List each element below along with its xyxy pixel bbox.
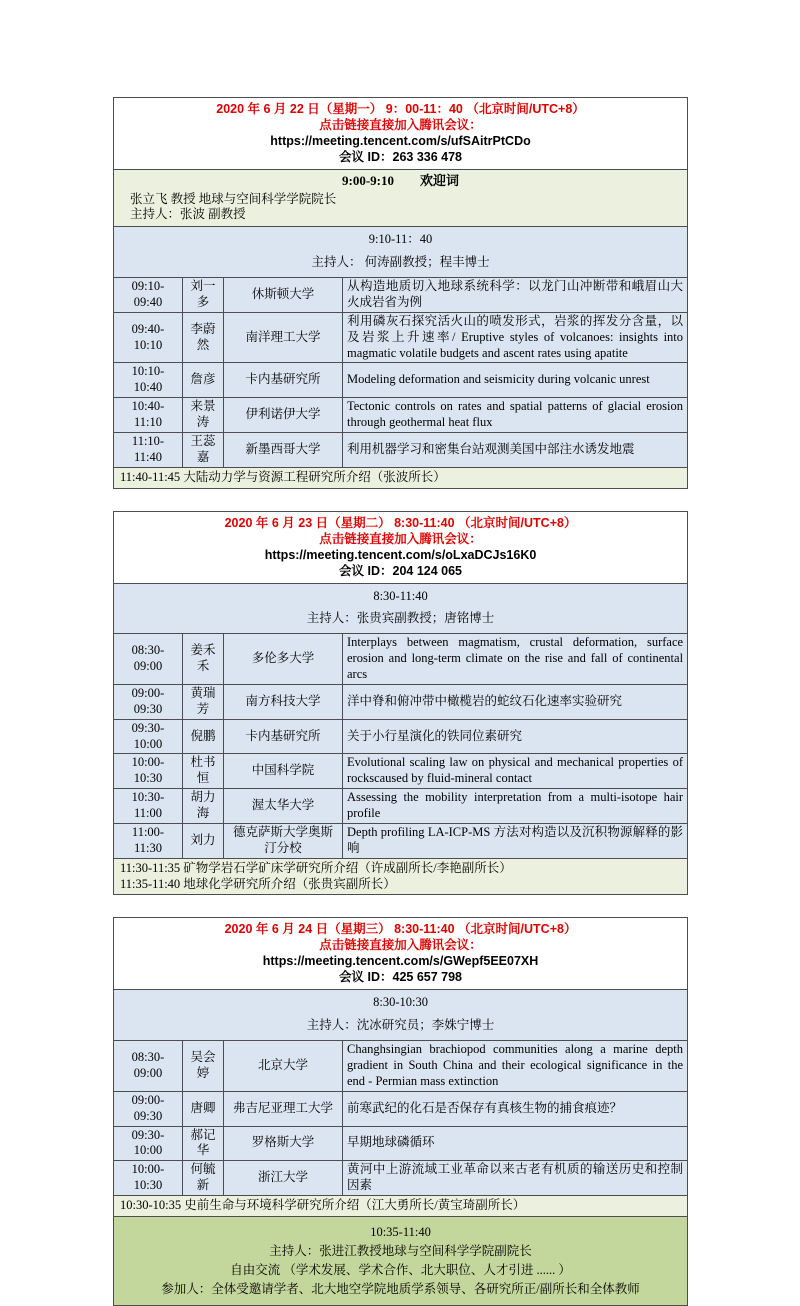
day1-welcome-time: 9:00-9:10 <box>342 173 394 188</box>
talk-time: 09:00-09:30 <box>114 684 183 719</box>
day3-institute-intro: 10:30-10:35 史前生命与环境科学研究所介绍（江大勇所长/黄宝琦副所长） <box>114 1196 688 1217</box>
talk-affiliation: 伊利诺伊大学 <box>224 398 343 433</box>
talk-title: Depth profiling LA-ICP-MS 方法对构造以及沉积物源解释的影响 <box>343 823 688 858</box>
talk-time: 09:40-10:10 <box>114 312 183 363</box>
talk-affiliation: 南洋理工大学 <box>224 312 343 363</box>
day2-footer-row <box>114 858 688 895</box>
table-row <box>114 1161 688 1196</box>
talk-affiliation: 弗吉尼亚理工大学 <box>224 1091 343 1126</box>
day1-institute-intro: 11:40-11:45 大陆动力学与资源工程研究所介绍（张波所长） <box>114 467 688 488</box>
talk-title: Tectonic controls on rates and spatial patterns of glacial erosion through geothermal heat flux <box>343 398 688 433</box>
talk-affiliation: 卡内基研究所 <box>224 719 343 754</box>
talk-affiliation: 浙江大学 <box>224 1161 343 1196</box>
schedule-table-day2 <box>113 511 688 896</box>
day2-header-row <box>114 511 688 583</box>
talk-affiliation: 德克萨斯大学奥斯汀分校 <box>224 823 343 858</box>
talk-speaker: 詹彦 <box>183 363 224 398</box>
talk-title: 关于小行星演化的铁同位素研究 <box>343 719 688 754</box>
talk-title: 利用磷灰石探究活火山的喷发形式，岩浆的挥发分含量，以及岩浆上升速率/ Eruptive styles of volcanoes: insights into magmatic volatile budgets and ascent rates using apatite <box>343 312 688 363</box>
day1-meeting-link[interactable]: https://meeting.tencent.com/s/ufSAitrPtCDo <box>270 134 531 148</box>
talk-speaker: 黄瑞芳 <box>183 684 224 719</box>
talk-time: 10:10-10:40 <box>114 363 183 398</box>
talk-time: 10:40-11:10 <box>114 398 183 433</box>
talk-speaker: 杜书恒 <box>183 754 224 789</box>
talk-title: 洋中脊和俯冲带中橄榄岩的蛇纹石化速率实验研究 <box>343 684 688 719</box>
closing-host: 主持人：张进江教授地球与空间科学学院副院长 <box>269 1243 532 1258</box>
day2-session-host: 主持人：张贵宾副教授；唐铭博士 <box>306 611 495 626</box>
talk-time: 10:00-10:30 <box>114 1161 183 1196</box>
closing-participants: 参加人：全体受邀请学者、北大地空学院地质学系领导、各研究所正/副所长和全体教师 <box>161 1281 640 1296</box>
talk-time: 09:00-09:30 <box>114 1091 183 1126</box>
day1-meeting-id: 会议 ID：263 336 478 <box>339 150 463 164</box>
talk-affiliation: 渥太华大学 <box>224 789 343 824</box>
day1-header-row <box>114 98 688 170</box>
table-row <box>114 754 688 789</box>
table-row <box>114 1041 688 1092</box>
day2-session-row <box>114 583 688 634</box>
day1-session-cell <box>114 227 688 278</box>
day2-join-line: 点击链接直接加入腾讯会议： <box>319 531 482 546</box>
table-row <box>114 1091 688 1126</box>
talk-title: Evolutional scaling law on physical and mechanical properties of rockscaused by fluid-mineral contact <box>343 754 688 789</box>
schedule-table-day1 <box>113 97 688 489</box>
table-row <box>114 634 688 685</box>
day1-date-line: 2020 年 6 月 22 日（星期一） 9：00-11：40 （北京时间/UTC+8） <box>216 102 585 116</box>
talk-affiliation: 卡内基研究所 <box>224 363 343 398</box>
talk-time: 10:00-10:30 <box>114 754 183 789</box>
day3-meeting-link[interactable]: https://meeting.tencent.com/s/GWepf5EE07XH <box>262 954 539 969</box>
table-row <box>114 1126 688 1161</box>
day1-welcome-title <box>118 173 683 190</box>
day2-institute-intro-1: 11:30-11:35 矿物学岩石学矿床学研究所介绍（许成副所长/李艳副所长） <box>120 860 512 875</box>
talk-title: 早期地球磷循环 <box>343 1126 688 1161</box>
day2-session-cell <box>114 583 688 634</box>
schedule-table-day3 <box>113 917 688 1306</box>
talk-time: 08:30-09:00 <box>114 634 183 685</box>
day2-meeting-id: 会议 ID：204 124 065 <box>339 563 463 578</box>
day1-welcome-cell <box>114 170 688 227</box>
talk-affiliation: 北京大学 <box>224 1041 343 1092</box>
talk-speaker: 刘力 <box>183 823 224 858</box>
day3-footer-row <box>114 1196 688 1217</box>
talk-speaker: 倪鹏 <box>183 719 224 754</box>
talk-title: 从构造地质切入地球系统科学：以龙门山冲断带和峨眉山大火成岩省为例 <box>343 278 688 313</box>
day2-session-time: 8:30-11:40 <box>373 588 428 603</box>
talk-speaker: 何毓新 <box>183 1161 224 1196</box>
day1-welcome-row <box>114 170 688 227</box>
day1-join-line: 点击链接直接加入腾讯会议： <box>319 118 482 132</box>
day1-footer-row <box>114 467 688 488</box>
table-row <box>114 432 688 467</box>
table-row <box>114 789 688 824</box>
talk-title: Modeling deformation and seismicity during volcanic unrest <box>343 363 688 398</box>
talk-speaker: 姜禾禾 <box>183 634 224 685</box>
talk-time: 11:10-11:40 <box>114 432 183 467</box>
talk-time: 08:30-09:00 <box>114 1041 183 1092</box>
talk-title: Interplays between magmatism, crustal deformation, surface erosion and long-term climate on the rise and fall of continental arcs <box>343 634 688 685</box>
day1-header-cell <box>114 98 688 170</box>
talk-title: Assessing the mobility interpretation from a multi-isotope hair profile <box>343 789 688 824</box>
talk-affiliation: 中国科学院 <box>224 754 343 789</box>
day3-session-host: 主持人：沈冰研究员；李姝宁博士 <box>306 1018 495 1033</box>
talk-time: 09:10-09:40 <box>114 278 183 313</box>
day3-session-cell <box>114 990 688 1041</box>
talk-title: Changhsingian brachiopod communities along a marine depth gradient in South China and their ecological significance in the end - Permian mass extinction <box>343 1041 688 1092</box>
talk-speaker: 王蕊嘉 <box>183 432 224 467</box>
day1-welcome-speaker: 张立飞 教授 地球与空间科学学院院长 <box>130 191 337 206</box>
talk-title: 黄河中上游流域工业革命以来古老有机质的输送历史和控制因素 <box>343 1161 688 1196</box>
day1-welcome-host: 主持人：张波 副教授 <box>130 207 246 222</box>
day2-meeting-link[interactable]: https://meeting.tencent.com/s/oLxaDCJs16K0 <box>264 547 537 562</box>
day1-session-row <box>114 227 688 278</box>
talk-affiliation: 新墨西哥大学 <box>224 432 343 467</box>
talk-time: 11:00-11:30 <box>114 823 183 858</box>
talk-affiliation: 罗格斯大学 <box>224 1126 343 1161</box>
table-row <box>114 684 688 719</box>
talk-speaker: 郝记华 <box>183 1126 224 1161</box>
talk-affiliation: 多伦多大学 <box>224 634 343 685</box>
day3-date-line: 2020 年 6 月 24 日（星期三） 8:30-11:40 （北京时间/UTC+8） <box>224 922 577 937</box>
talk-affiliation: 休斯顿大学 <box>224 278 343 313</box>
day1-session-host: 主持人： 何涛副教授；程丰博士 <box>311 255 490 270</box>
day2-date-line: 2020 年 6 月 23 日（星期二） 8:30-11:40 （北京时间/UTC+8） <box>224 515 577 530</box>
day3-session-time: 8:30-10:30 <box>373 995 428 1010</box>
talk-speaker: 胡力海 <box>183 789 224 824</box>
table-row <box>114 278 688 313</box>
talk-title: 前寒武纪的化石是否保存有真核生物的捕食痕迹？ <box>343 1091 688 1126</box>
talk-time: 09:30-10:00 <box>114 719 183 754</box>
day3-join-line: 点击链接直接加入腾讯会议： <box>319 938 482 953</box>
day3-meeting-id: 会议 ID：425 657 798 <box>339 970 463 985</box>
day2-footer-cell <box>114 858 688 895</box>
talk-time: 09:30-10:00 <box>114 1126 183 1161</box>
day2-header-cell <box>114 511 688 583</box>
talk-title: 利用机器学习和密集台站观测美国中部注水诱发地震 <box>343 432 688 467</box>
day3-header-cell <box>114 918 688 990</box>
table-row <box>114 398 688 433</box>
talk-speaker: 刘一多 <box>183 278 224 313</box>
day2-institute-intro-2: 11:35-11:40 地球化学研究所介绍（张贵宾副所长） <box>120 876 396 891</box>
day3-header-row <box>114 918 688 990</box>
table-row <box>114 363 688 398</box>
day1-welcome-label: 欢迎词 <box>420 173 460 188</box>
closing-free-talk: 自由交流 （学术发展、学术合作、北大职位、人才引进 ...... ） <box>230 1262 571 1277</box>
talk-affiliation: 南方科技大学 <box>224 684 343 719</box>
talk-speaker: 吴会婷 <box>183 1041 224 1092</box>
table-row <box>114 719 688 754</box>
day3-session-row <box>114 990 688 1041</box>
day3-closing-row <box>114 1216 688 1306</box>
day1-session-time: 9:10-11：40 <box>368 232 433 247</box>
table-row <box>114 823 688 858</box>
table-row <box>114 312 688 363</box>
talk-speaker: 李蔚然 <box>183 312 224 363</box>
talk-speaker: 来景涛 <box>183 398 224 433</box>
day3-closing-cell <box>114 1216 688 1306</box>
closing-time: 10:35-11:40 <box>370 1224 431 1239</box>
talk-time: 10:30-11:00 <box>114 789 183 824</box>
talk-speaker: 唐卿 <box>183 1091 224 1126</box>
